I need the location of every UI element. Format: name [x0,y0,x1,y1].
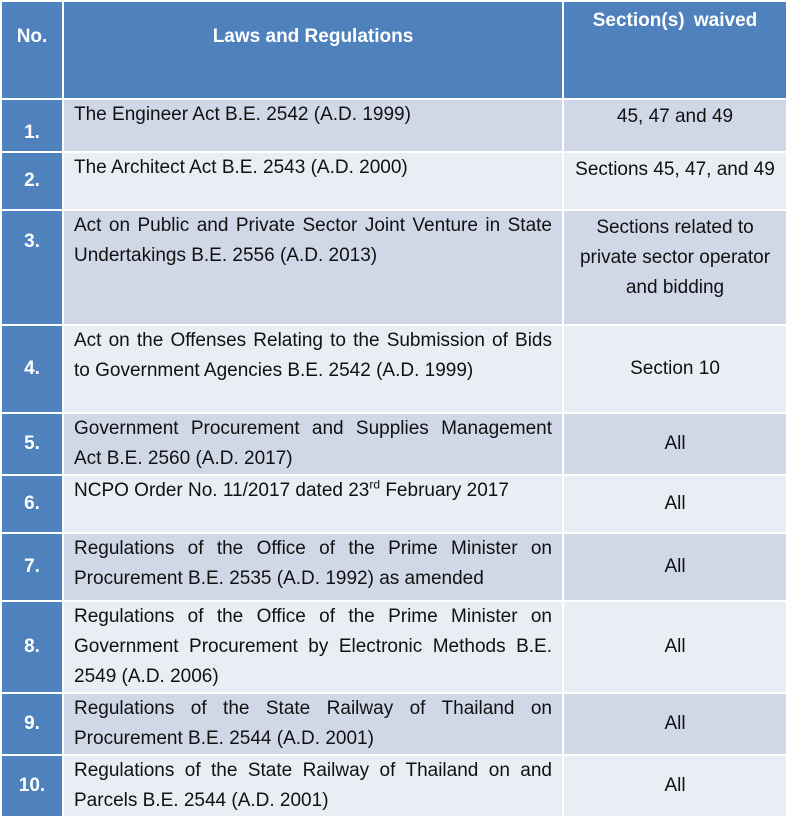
law-title: Government Procurement and Supplies Management Act B.E. 2560 (A.D. 2017) [63,413,563,475]
sections-waived: 45, 47 and 49 [563,99,787,152]
row-number: 9. [1,693,63,755]
row-number: 2. [1,152,63,210]
table-row [1,325,787,413]
sections-waived: Sections related to private sector operator and bidding [563,210,787,325]
sections-waived: All [563,413,787,475]
header-sections-waived: Section(s) waived [563,1,787,99]
table-row [1,152,787,210]
row-number: 8. [1,601,63,693]
row-number: 6. [1,475,63,533]
sections-waived: All [563,755,787,817]
sections-waived: All [563,533,787,601]
sections-waived: All [563,693,787,755]
table-body [1,99,787,817]
law-title: Regulations of the State Railway of Thailand on Procurement B.E. 2544 (A.D. 2001) [63,693,563,755]
table-row [1,601,787,693]
header-no: No. [1,1,63,99]
row-number: 4. [1,325,63,413]
sections-waived: Sections 45, 47, and 49 [563,152,787,210]
table-row [1,475,787,533]
sections-waived: Section 10 [563,325,787,413]
law-title: Regulations of the Office of the Prime Minister on Procurement B.E. 2535 (A.D. 1992) as amended [63,533,563,601]
sections-waived: All [563,601,787,693]
row-number: 10. [1,755,63,817]
law-title: Act on Public and Private Sector Joint Venture in State Undertakings B.E. 2556 (A.D. 2013) [63,210,563,325]
row-number: 3. [1,210,63,325]
header-row [1,1,787,99]
law-title: Act on the Offenses Relating to the Submission of Bids to Government Agencies B.E. 2542 (A.D. 1999) [63,325,563,413]
law-title: The Architect Act B.E. 2543 (A.D. 2000) [63,152,563,210]
table-row [1,210,787,325]
table-row [1,413,787,475]
law-title: Regulations of the State Railway of Thailand on and Parcels B.E. 2544 (A.D. 2001) [63,755,563,817]
sections-waived: All [563,475,787,533]
law-title-text: NCPO Order No. 11/2017 dated 23 [74,480,370,501]
law-title-text-end: February 2017 [380,480,509,501]
table-row [1,755,787,817]
header-laws: Laws and Regulations [63,1,563,99]
table-row [1,533,787,601]
law-title: The Engineer Act B.E. 2542 (A.D. 1999) [63,99,563,152]
law-title [63,475,563,533]
table-header [1,1,787,99]
row-number: 7. [1,533,63,601]
row-number: 5. [1,413,63,475]
ordinal-suffix: rd [369,477,381,492]
row-number: 1. [1,99,63,152]
law-title: Regulations of the Office of the Prime Minister on Government Procurement by Electronic Methods B.E. 2549 (A.D. 2006) [63,601,563,693]
table-row [1,693,787,755]
table-row [1,99,787,152]
